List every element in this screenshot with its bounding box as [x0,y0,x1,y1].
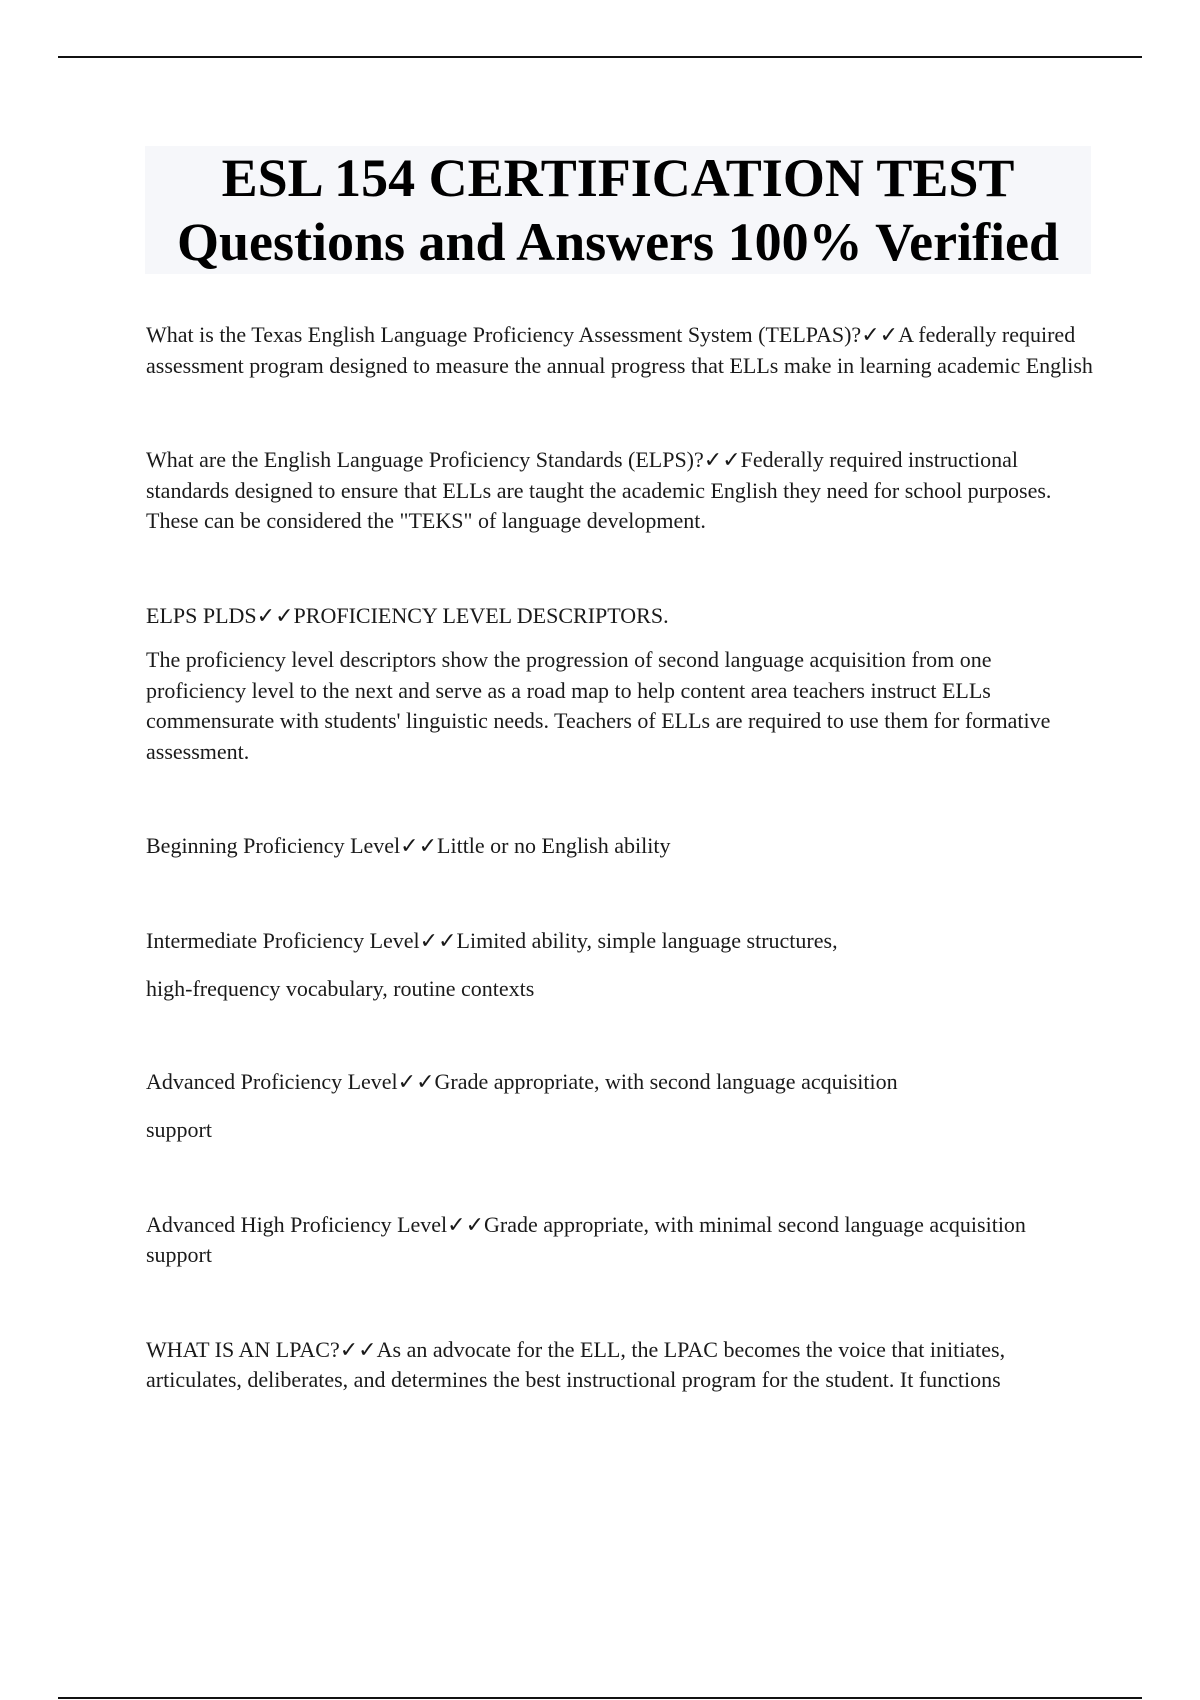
double-check-icon: ✓✓ [447,1211,485,1237]
double-check-icon: ✓✓ [339,1336,377,1362]
question: Intermediate Proficiency Level [146,927,420,953]
qa-item-elps [146,445,1096,537]
double-check-icon: ✓✓ [256,602,294,628]
answer: Little or no English ability [437,833,671,858]
title-line-1: ESL 154 CERTIFICATION TEST [221,148,1015,208]
qa-item-advanced-high [146,1210,1096,1271]
qa-item-plds-continuation: The proficiency level descriptors show the progression of second language acquisition from one proficiency level to the next and serve as a road map to help content area teachers instruct ELLs commensurate with students' linguistic needs. Teachers of ELLs are required to use them for formative assessment. [146,647,1051,764]
answer: PROFICIENCY LEVEL DESCRIPTORS. [293,602,669,628]
question: Advanced High Proficiency Level [146,1211,448,1237]
title-line-2: Questions and Answers 100% Verified [176,212,1060,272]
question: WHAT IS AN LPAC? [146,1336,340,1362]
answer: Grade appropriate, with minimal second language acquisition support [146,1211,1026,1267]
question: What is the Texas English Language Proficiency Assessment System (TELPAS)? [146,322,862,347]
qa-item-lpac [146,1335,1096,1396]
qa-item-advanced [146,1067,1096,1098]
double-check-icon: ✓✓ [400,833,438,858]
question: Advanced Proficiency Level [146,1068,398,1094]
qa-content [146,320,1096,1396]
qa-item-advanced-continuation: support [146,1117,212,1142]
question: What are the English Language Proficiency Standards (ELPS)? [146,447,704,472]
answer: Grade appropriate, with second language acquisition [434,1068,898,1094]
qa-item-intermediate [146,926,1096,957]
double-check-icon: ✓✓ [861,322,899,347]
qa-item-intermediate-continuation: high-frequency vocabulary, routine contexts [146,976,535,1001]
question: Beginning Proficiency Level [146,833,401,858]
double-check-icon: ✓✓ [419,927,457,953]
answer: A federally required assessment program designed to measure the annual progress that ELLs make in learning academic English [146,322,1093,378]
qa-item-telpas [146,320,1096,381]
question: ELPS PLDS [146,602,257,628]
document-title [145,146,1091,274]
double-check-icon: ✓✓ [703,447,741,472]
answer: Limited ability, simple language structures, [456,927,838,953]
answer: As an advocate for the ELL, the LPAC becomes the voice that initiates, articulates, deliberates, and determines the best instructional program for the student. It functions [146,1336,1006,1392]
qa-item-plds [146,601,1096,632]
top-rule [58,56,1142,58]
qa-item-beginning [146,831,1096,862]
answer: Federally required instructional standards designed to ensure that ELLs are taught the academic English they need for school purposes. These can be considered the "TEKS" of language development. [146,447,1052,533]
double-check-icon: ✓✓ [397,1068,435,1094]
bottom-rule [58,1697,1142,1699]
